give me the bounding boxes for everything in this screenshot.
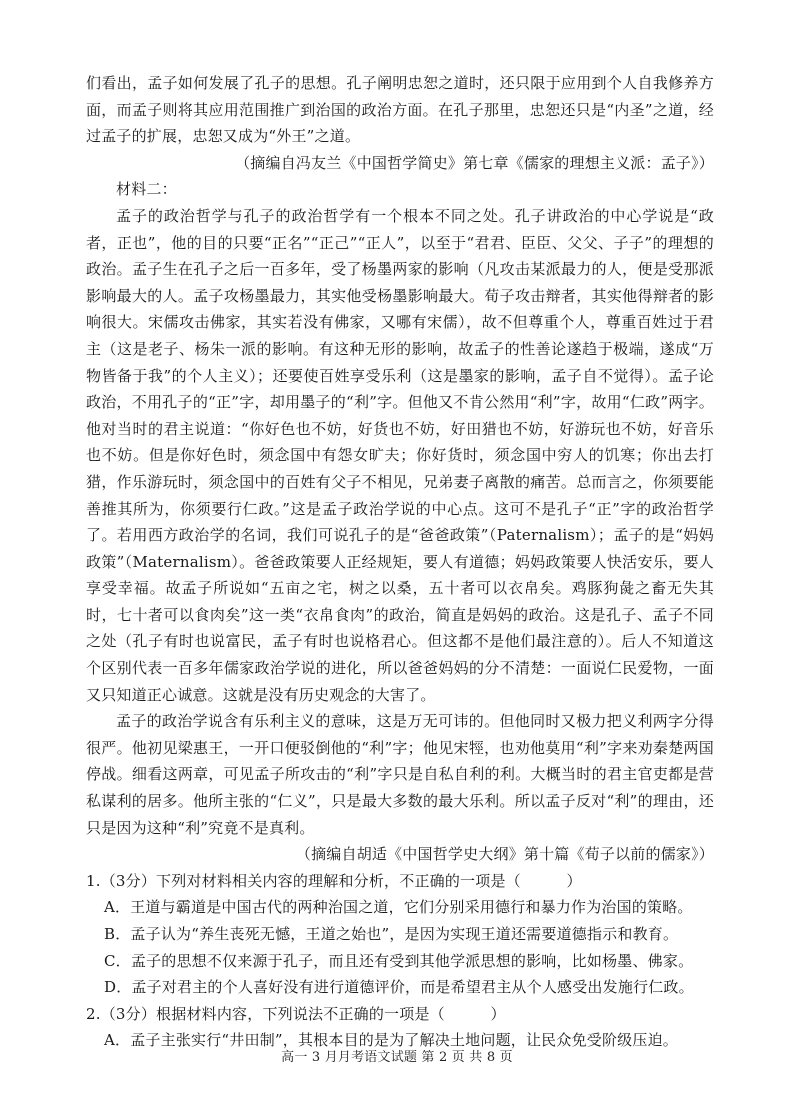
material2-paragraph-1: 孟子的政治哲学与孔子的政治哲学有一个根本不同之处。孔子讲政治的中心学说是“政者，正也”，他的目的只要“正名”“正己”“正人”，以至于“君君、臣臣、父父、子子”的理想的政治。孟子生在孔子之后一百多年，受了杨墨两家的影响（凡攻击某派最力的人，便是受那派影响最大的人。孟子攻杨墨最力，其实他受杨墨影响最大。荀子攻击辩者，其实他得辩者的影响很大。宋儒攻击佛家，其实若没有佛家，又哪有宋儒），故不但尊重个人，尊重百姓过于君主（这是老子、杨朱一派的影响。有这种无形的影响，故孟子的性善论遂趋于极端，遂成“万物皆备于我”的个人主义）；还要使百姓享受乐利（这是墨家的影响，孟子自不觉得）。孟子论政治，不用孔子的“正”字，却用墨子的“利”字。但他又不肯公然用“利”字，故用“仁政”两字。他对当时的君主说道：“你好色也不妨，好货也不妨，好田猎也不妨，好游玩也不妨，好音乐也不妨。但是你好色时，须念国中有怨女旷夫；你好货时，须念国中穷人的饥寒；你出去打猎，作乐游玩时，须念国中的百姓有父子不相见，兄弟妻子离散的痛苦。总而言之，你须要能善推其所为，你须要行仁政。”这是孟子政治学说的中心点。这可不是孔子“正”字的政治哲学了。若用西方政治学的名词，我们可说孔子的是“爸爸政策”（Paternalism）；孟子的是“妈妈政策”（Maternalism）。爸爸政策要人正经规矩，要人有道德；妈妈政策要人快活安乐，要人享受幸福。故孟子所说如“五亩之宅，树之以桑，五十者可以衣帛矣。鸡豚狗彘之畜无失其时，七十者可以食肉矣”这一类“衣帛食肉”的政治，简直是妈妈的政治。这是孔子、孟子不同之处（孔子有时也说富民，孟子有时也说格君心。但这都不是他们最注意的）。后人不知道这个区别代表一百多年儒家政治学说的进化，所以爸爸妈妈的分不清楚：一面说仁民爱物，一面又只知道正心诚意。这就是没有历史观念的大害了。 (86, 206, 714, 704)
question-1-option-d: D．孟子对君主的个人喜好没有进行道德评价，而是希望君主从个人感受出发施行仁政。 (104, 978, 694, 997)
question-1-option-a: A．王道与霸道是中国古代的两种治国之道，它们分别采用德行和暴力作为治国的策略。 (104, 898, 693, 917)
question-1-stem: 1.（3分）下列对材料相关内容的理解和分析，不正确的一项是（ ） (86, 871, 582, 890)
body-text (86, 70, 714, 1054)
material1-source: （摘编自冯友兰《中国哲学简史》第七章《儒家的理想主义派：孟子》） (235, 153, 714, 172)
question-2-stem: 2.（3分）根据材料内容，下列说法不正确的一项是（ ） (86, 1004, 506, 1023)
material2-heading: 材料二： (116, 180, 177, 199)
question-2-option-a: A．孟子主张实行“井田制”，其根本目的是为了解决土地问题，让民众免受阶级压迫。 (104, 1031, 678, 1050)
material2-source: （摘编自胡适《中国哲学史大纲》第十篇《荀子以前的儒家》） (295, 845, 714, 864)
question-1-option-c: C．孟子的思想不仅来源于孔子，而且还有受到其他学派思想的影响，比如杨墨、佛家。 (104, 951, 694, 970)
page-footer: 高一 3 月月考语文试题 第 2 页 共 8 页 (281, 1050, 513, 1065)
material2-paragraph-2: 孟子的政治学说含有乐利主义的意味，这是万无可讳的。但他同时又极力把义利两字分得很严。他初见梁惠王，一开口便驳倒他的“利”字；他见宋牼，也劝他莫用“利”字来劝秦楚两国停战。细看这两章，可见孟子所攻击的“利”字只是自私自利的利。大概当时的君主官吏都是营私谋利的居多。他所主张的“仁义”，只是最大多数的最大乐利。所以孟子反对“利”的理由，还只是因为这种“利”究竟不是真利。 (86, 712, 714, 837)
question-1-option-b: B．孟子认为“养生丧死无憾，王道之始也”，是因为实现王道还需要道德指示和教育。 (104, 925, 679, 943)
material1-tail-paragraph: 们看出，孟子如何发展了孔子的思想。孔子阐明忠恕之道时，还只限于应用到个人自我修养方面，而孟子则将其应用范围推广到治国的政治方面。在孔子那里，忠恕还只是“内圣”之道，经过孟子的扩展，忠恕又成为“外王”之道。 (86, 74, 714, 146)
